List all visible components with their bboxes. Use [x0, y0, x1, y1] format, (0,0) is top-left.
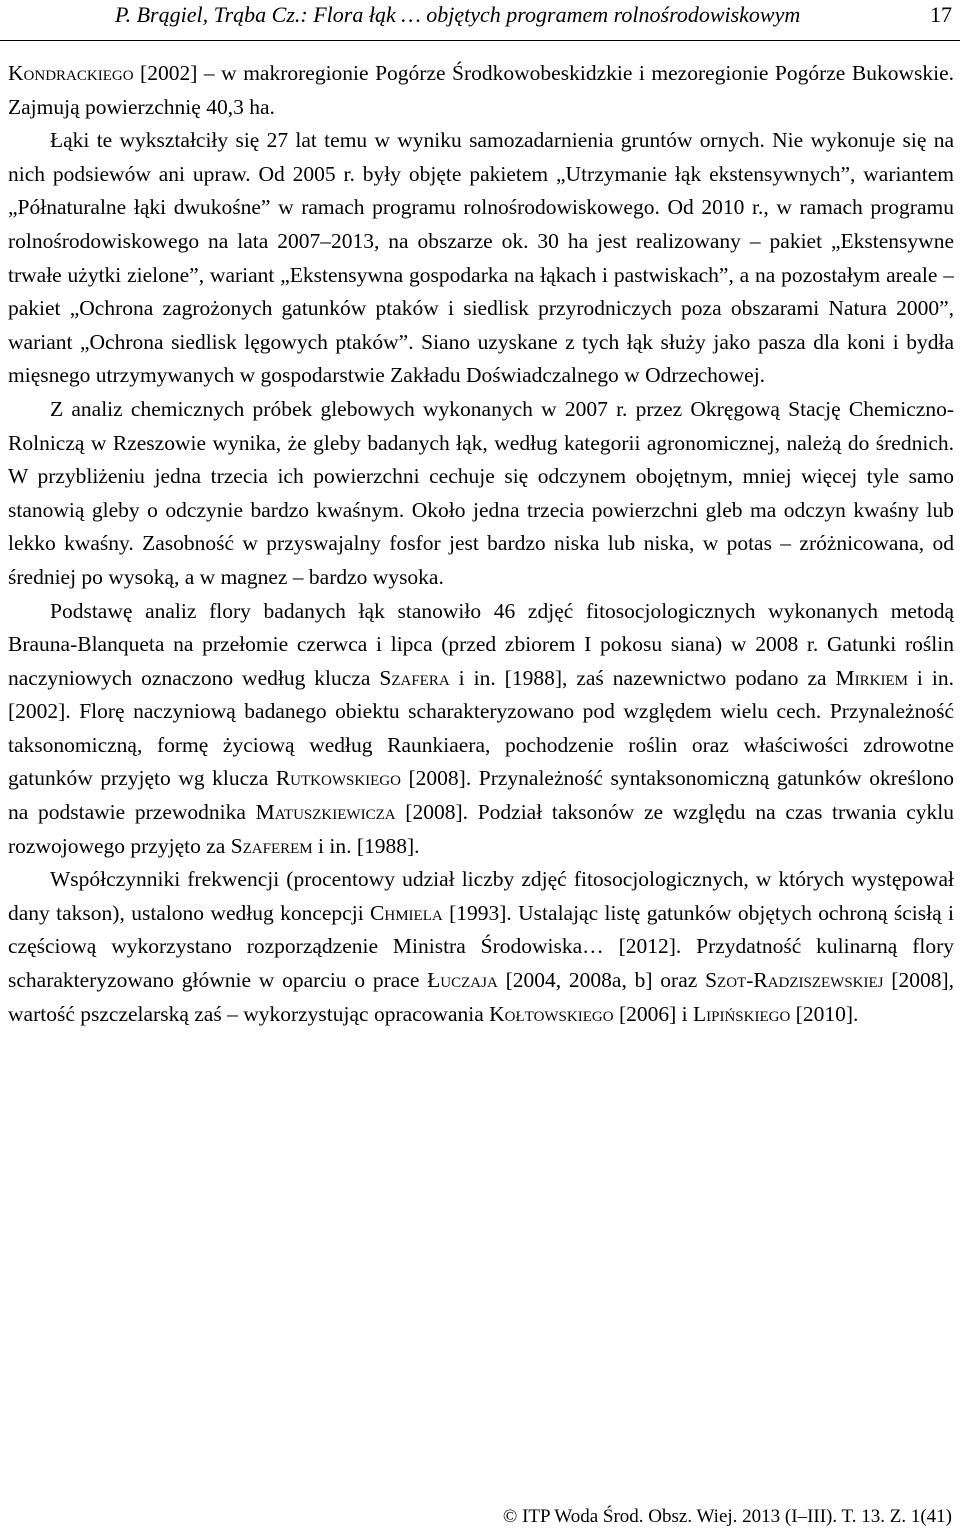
paragraph	[8, 863, 954, 1031]
paragraph	[8, 57, 954, 124]
paragraph-text: [2004, 2008a, b] oraz	[497, 968, 706, 993]
paragraph-text: [2008]. Podział taksonów ze względu na czas trwania cyklu rozwojowego przyjęto za	[8, 800, 954, 858]
paragraph-text: i in. [1988], zaś nazewnictwo podano za	[449, 665, 836, 690]
article-body	[8, 57, 954, 1031]
cited-author: Szaferem	[230, 833, 313, 858]
cited-author: Lipińskiego	[692, 1001, 791, 1026]
paragraph-text: Z analiz chemicznych próbek glebowych wykonanych w 2007 r. przez Okręgową Stację Chemiczno-Rolniczą w Rzeszowie wynika, że gleby badanych łąk, według kategorii agronomicznej, należą do średnich. W przybliżeniu jedna trzecia ich powierzchni cechuje się odczynem obojętnym, mniej więcej tyle samo stanowią gleby o odczynie bardzo kwaśnym. Około jedna trzecia powierzchni gleb ma odczyn kwaśny lub lekko kwaśny. Zasobność w przyswajalny fosfor jest bardzo niska lub niska, w potas – zróżnicowana, od średniej po wysoką, a w magnez – bardzo wysoka.	[8, 396, 954, 589]
cited-author: Chmiela	[370, 900, 443, 925]
running-title: P. Brągiel, Trąba Cz.: Flora łąk … objętych programem rolnośrodowiskowym	[115, 2, 801, 27]
paragraph-text: [2006] i	[613, 1001, 693, 1026]
paragraph-text: [2010].	[790, 1001, 859, 1026]
cited-author: Rutkowskiego	[275, 766, 401, 791]
cited-author: Szafera	[379, 665, 450, 690]
cited-author: Kondrackiego	[8, 61, 134, 85]
paragraph	[8, 124, 954, 393]
paragraph-text: i in. [1988].	[312, 833, 420, 858]
cited-author: Szot-Radziszewskiej	[705, 968, 884, 993]
paragraph-text: [2008], wartość pszczelarską zaś – wykorzystując opracowania	[8, 968, 954, 1026]
running-header	[0, 0, 960, 41]
paragraph-text: Współczynniki frekwencji (procentowy udział liczby zdjęć fitosocjologicznych, w których występował dany takson), ustalono według koncepcji	[8, 867, 954, 925]
paragraph-text: Podstawę analiz flory badanych łąk stanowiło 46 zdjęć fitosocjologicznych wykonanych metodą Brauna-Blanqueta na przełomie czerwca i lipca (przed zbiorem I pokosu siana) w 2008 r. Gatunki roślin naczyniowych oznaczono według klucza	[8, 598, 954, 690]
paragraph-text: [2008]. Przynależność syntaksonomiczną gatunków określono na podstawie przewodnika	[8, 766, 954, 825]
paragraph	[8, 393, 954, 595]
paragraph-text: [1993]. Ustalając listę gatunków objętych ochroną ścisłą i częściową wykorzystano rozporządzenie Ministra Środowiska… [2012]. Przydatność kulinarną flory scharakteryzowano głównie w oparciu o prace	[8, 900, 954, 993]
paragraph	[8, 595, 954, 864]
paragraph-text: Łąki te wykształciły się 27 lat temu w wyniku samozadarnienia gruntów ornych. Nie wykonuje się na nich podsiewów ani upraw. Od 2005 r. były objęte pakietem „Utrzymanie łąk ekstensywnych”, wariantem „Półnaturalne łąki dwukośne” w ramach programu rolnośrodowiskowego. Od 2010 r., w ramach programu rolnośrodowiskowego na lata 2007–2013, na obszarze ok. 30 ha jest realizowany – pakiet „Ekstensywne trwałe użytki zielone”, wariant „Ekstensywna gospodarka na łąkach i pastwiskach”, a na pozostałym areale – pakiet „Ochrona zagrożonych gatunków ptaków i siedlisk przyrodniczych poza obszarami Natura 2000”, wariant „Ochrona siedlisk lęgowych ptaków”. Siano uzyskane z tych łąk służy jako pasza dla koni i bydła mięsnego utrzymywanych w gospodarstwie Zakładu Doświadczalnego w Odrzechowej.	[8, 128, 954, 388]
cited-author: Kołtowskiego	[489, 1001, 614, 1026]
cited-author: Matuszkiewicza	[255, 800, 396, 825]
paragraph-text: [2002] – w makroregionie Pogórze Środkowobeskidzkie i mezoregionie Pogórze Bukowskie. Zajmują powierzchnię 40,3 ha.	[8, 61, 954, 119]
footer-citation: © ITP Woda Środ. Obsz. Wiej. 2013 (I–III). T. 13. Z. 1(41)	[502, 1506, 952, 1527]
cited-author: Łuczaja	[427, 968, 498, 993]
page-number: 17	[930, 2, 952, 27]
cited-author: Mirkiem	[835, 665, 908, 690]
paragraph-text: i in. [2002]. Florę naczyniową badanego obiektu scharakteryzowano pod względem wielu cech. Przynależność taksonomiczną, formę życiową według Raunkiaera, pochodzenie roślin oraz właściwości zdrowotne gatunków przyjęto wg klucza	[8, 665, 954, 791]
